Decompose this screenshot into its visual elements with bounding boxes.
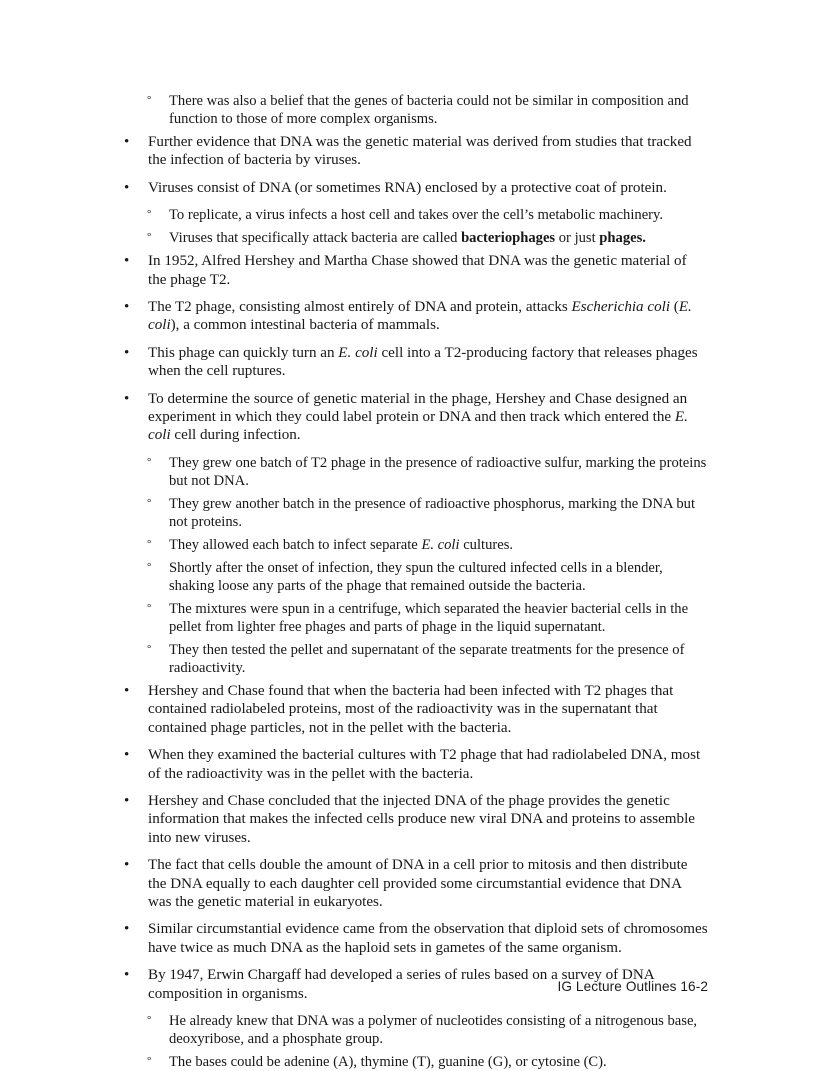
disc-bullet-icon: • bbox=[124, 179, 130, 196]
outline-bullet-item bbox=[122, 792, 708, 847]
outline-bullet-item bbox=[122, 252, 708, 289]
outline-item-text: To replicate, a virus infects a host cell and takes over the cell’s metabolic machinery. bbox=[169, 207, 664, 224]
outline-item-text: In 1952, Alfred Hershey and Martha Chase showed that DNA was the genetic material of the phage T2. bbox=[148, 253, 687, 288]
outline-item-text: They grew one batch of T2 phage in the presence of radioactive sulfur, marking the proteins but not DNA. bbox=[169, 454, 707, 489]
disc-bullet-icon: • bbox=[124, 747, 130, 764]
disc-bullet-icon: • bbox=[124, 967, 130, 984]
outline-item-text: The mixtures were spun in a centrifuge, which separated the heavier bacterial cells in the pellet from lighter free phages and parts of phage in the liquid supernatant. bbox=[169, 600, 689, 635]
outline-item-text: Shortly after the onset of infection, they spun the cultured infected cells in a blender, shaking loose any parts of the phage that remained outside the bacteria. bbox=[169, 559, 663, 594]
outline-list bbox=[122, 92, 708, 1071]
disc-bullet-icon: • bbox=[124, 792, 130, 809]
circle-bullet-icon: ° bbox=[147, 601, 152, 614]
outline-item-text: This phage can quickly turn an E. coli cell into a T2-producing factory that releases phages when the cell ruptures. bbox=[148, 344, 698, 380]
outline-subbullet-item bbox=[122, 495, 708, 531]
disc-bullet-icon: • bbox=[124, 299, 130, 316]
circle-bullet-icon: ° bbox=[147, 560, 152, 573]
circle-bullet-icon: ° bbox=[147, 94, 152, 106]
outline-item-text: There was also a belief that the genes of bacteria could not be similar in composition and function to those of more complex organisms. bbox=[169, 93, 689, 127]
circle-bullet-icon: ° bbox=[147, 537, 152, 550]
outline-bullet-item bbox=[122, 682, 708, 737]
circle-bullet-icon: ° bbox=[147, 231, 152, 244]
outline-item-text: When they examined the bacterial cultures with T2 phage that had radiolabeled DNA, most of the radioactivity was in the pellet with the bacteria. bbox=[148, 747, 701, 782]
outline-bullet-item bbox=[122, 298, 708, 335]
outline-item-text: They then tested the pellet and supernatant of the separate treatments for the presence of radioactivity. bbox=[169, 641, 685, 676]
disc-bullet-icon: • bbox=[124, 682, 130, 699]
circle-bullet-icon: ° bbox=[147, 496, 152, 509]
outline-bullet-item bbox=[122, 920, 708, 957]
outline-subbullet-item bbox=[122, 1012, 708, 1048]
outline-bullet-item bbox=[122, 133, 708, 170]
circle-bullet-icon: ° bbox=[147, 1054, 152, 1067]
outline-subbullet-item bbox=[122, 641, 708, 677]
outline-item-text: Further evidence that DNA was the genetic material was derived from studies that tracked the infection of bacteria by viruses. bbox=[148, 134, 692, 169]
outline-subbullet-item bbox=[122, 229, 708, 247]
circle-bullet-icon: ° bbox=[147, 455, 152, 468]
outline-subbullet-item bbox=[122, 454, 708, 490]
outline-item-text: Hershey and Chase found that when the bacteria had been infected with T2 phages that contained radiolabeled proteins, most of the radioactivity was in the supernatant that contained phage particles, not in the pellet with the bacteria. bbox=[148, 682, 674, 736]
outline-subbullet-item bbox=[122, 600, 708, 636]
outline-item-text: They grew another batch in the presence of radioactive phosphorus, marking the DNA but not proteins. bbox=[169, 495, 696, 530]
outline-item-text: Viruses that specifically attack bacteria are called bacteriophages or just phages. bbox=[169, 230, 646, 247]
disc-bullet-icon: • bbox=[124, 134, 130, 150]
disc-bullet-icon: • bbox=[124, 390, 130, 407]
outline-subbullet-item bbox=[122, 1053, 708, 1071]
outline-bullet-item bbox=[122, 856, 708, 911]
outline-content bbox=[122, 92, 708, 1071]
outline-item-text: Similar circumstantial evidence came from the observation that diploid sets of chromosomes have twice as much DNA as the haploid sets in gametes of the same organism. bbox=[148, 921, 708, 956]
outline-bullet-item bbox=[122, 390, 708, 445]
outline-item-text: By 1947, Erwin Chargaff had developed a series of rules based on a survey of DNA composition in organisms. bbox=[148, 967, 654, 1002]
outline-item-text: The bases could be adenine (A), thymine (T), guanine (G), or cytosine (C). bbox=[169, 1053, 607, 1070]
outline-item-text: The fact that cells double the amount of DNA in a cell prior to mitosis and then distribute the DNA equally to each daughter cell provided some circumstantial evidence that DNA was the genetic material in eukaryotes. bbox=[148, 857, 688, 910]
outline-bullet-item bbox=[122, 746, 708, 783]
outline-item-text: The T2 phage, consisting almost entirely of DNA and protein, attacks Escherichia coli (E. coli), a common intestinal bacteria of mammals. bbox=[148, 299, 692, 334]
outline-bullet-item bbox=[122, 344, 708, 381]
outline-item-text: They allowed each batch to infect separate E. coli cultures. bbox=[169, 536, 514, 553]
circle-bullet-icon: ° bbox=[147, 208, 152, 221]
disc-bullet-icon: • bbox=[124, 857, 130, 874]
outline-subbullet-item bbox=[122, 206, 708, 224]
outline-item-text: He already knew that DNA was a polymer of nucleotides consisting of a nitrogenous base, deoxyribose, and a phosphate group. bbox=[169, 1012, 698, 1047]
outline-subbullet-item bbox=[122, 536, 708, 554]
outline-item-text: Viruses consist of DNA (or sometimes RNA) enclosed by a protective coat of protein. bbox=[148, 179, 667, 196]
outline-bullet-item bbox=[122, 179, 708, 197]
outline-item-text: To determine the source of genetic material in the phage, Hershey and Chase designed an experiment in which they could label protein or DNA and then track which entered the E. coli cell during infection. bbox=[148, 390, 688, 444]
circle-bullet-icon: ° bbox=[147, 1013, 152, 1026]
circle-bullet-icon: ° bbox=[147, 642, 152, 655]
outline-subbullet-item bbox=[122, 559, 708, 595]
page-footer: IG Lecture Outlines 16-2 bbox=[557, 979, 708, 994]
disc-bullet-icon: • bbox=[124, 253, 130, 270]
disc-bullet-icon: • bbox=[124, 344, 130, 361]
outline-item-text: Hershey and Chase concluded that the injected DNA of the phage provides the genetic information that makes the infected cells produce new viral DNA and proteins to assemble into new viruses. bbox=[148, 792, 695, 846]
disc-bullet-icon: • bbox=[124, 921, 130, 938]
outline-subbullet-item bbox=[122, 92, 708, 128]
